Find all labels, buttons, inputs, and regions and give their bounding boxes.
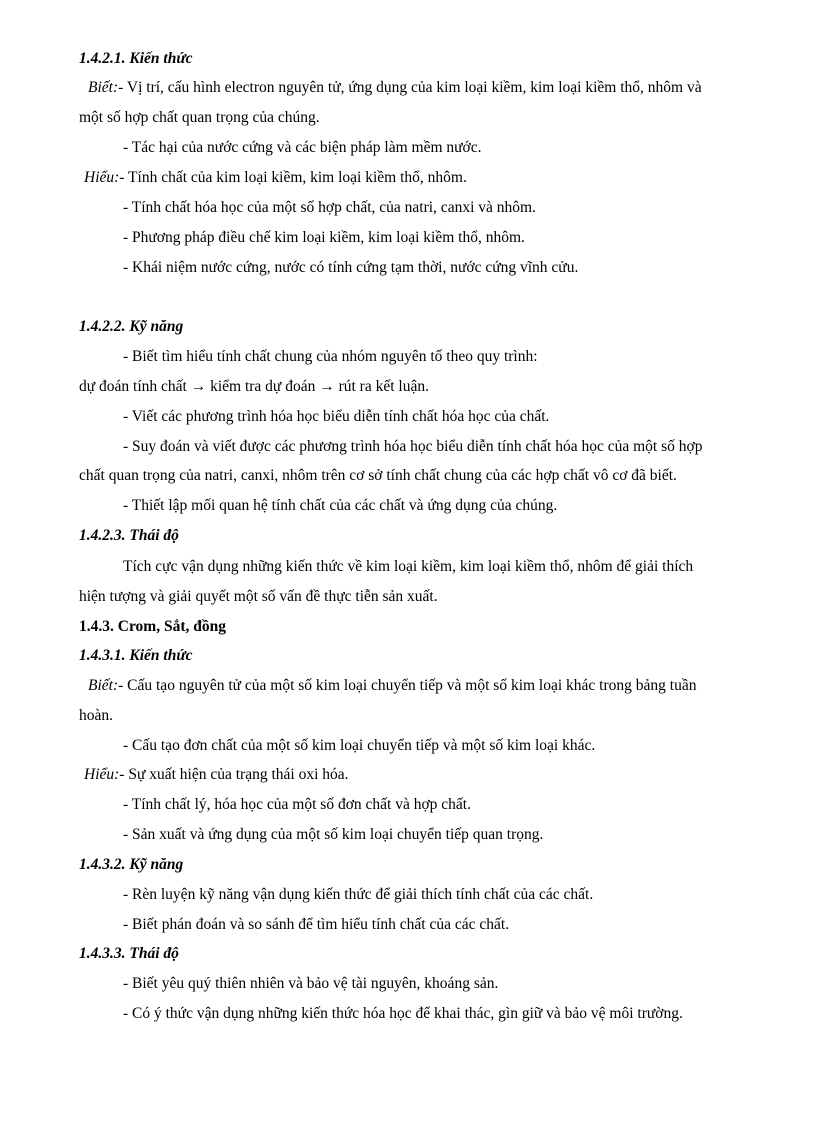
line-td-b: hiện tượng và giải quyết một số vấn đề thực tiễn sản xuất. bbox=[79, 588, 438, 605]
heading-1431: 1.4.3.1. Kiến thức bbox=[79, 647, 193, 664]
label-biet-2: Biết: bbox=[88, 677, 119, 694]
line-kn-2: - Viết các phương trình hóa học biểu diễn tính chất hóa học của chất. bbox=[123, 408, 550, 425]
line-hieu2-2: - Tính chất lý, hóa học của một số đơn chất và hợp chất. bbox=[123, 796, 471, 813]
line-biet-1b: một số hợp chất quan trọng của chúng. bbox=[79, 109, 320, 126]
heading-1421: 1.4.2.1. Kiến thức bbox=[79, 50, 193, 67]
label-biet: Biết: bbox=[88, 79, 119, 96]
line-kn-1a: - Biết tìm hiểu tính chất chung của nhóm nguyên tố theo quy trình: bbox=[123, 348, 538, 365]
line-biet-1a bbox=[88, 78, 702, 98]
label-hieu: Hiểu: bbox=[84, 169, 120, 186]
heading-143: 1.4.3. Crom, Sắt, đồng bbox=[79, 618, 226, 635]
line-kn-1b: dự đoán tính chất → kiểm tra dự đoán → rút ra kết luận. bbox=[79, 378, 429, 395]
line-hieu-3: - Phương pháp điều chế kim loại kiềm, kim loại kiềm thổ, nhôm. bbox=[123, 229, 525, 246]
heading-1432: 1.4.3.2. Kỹ năng bbox=[79, 856, 184, 873]
line-hieu-1 bbox=[84, 168, 467, 188]
line-hieu2-3: - Sản xuất và ứng dụng của một số kim loại chuyển tiếp quan trọng. bbox=[123, 826, 544, 843]
line-td2-2: - Có ý thức vận dụng những kiến thức hóa học để khai thác, gìn giữ và bảo vệ môi trường. bbox=[123, 1005, 683, 1022]
line-hieu-2: - Tính chất hóa học của một số hợp chất, của natri, canxi và nhôm. bbox=[123, 199, 536, 216]
text-hieu2-1: - Sự xuất hiện của trạng thái oxi hóa. bbox=[119, 766, 349, 783]
line-biet2-2: - Cấu tạo đơn chất của một số kim loại chuyển tiếp và một số kim loại khác. bbox=[123, 737, 596, 754]
label-hieu-2: Hiểu: bbox=[84, 766, 120, 783]
heading-1423: 1.4.2.3. Thái độ bbox=[79, 527, 179, 544]
line-kn2-2: - Biết phán đoán và so sánh để tìm hiểu tính chất của các chất. bbox=[123, 916, 510, 933]
text-hieu-1: - Tính chất của kim loại kiềm, kim loại kiềm thổ, nhôm. bbox=[119, 169, 467, 186]
line-td2-1: - Biết yêu quý thiên nhiên và bảo vệ tài nguyên, khoáng sản. bbox=[123, 975, 499, 992]
line-hieu-4: - Khái niệm nước cứng, nước có tính cứng tạm thời, nước cứng vĩnh cửu. bbox=[123, 259, 579, 276]
text-biet2-1a: - Cấu tạo nguyên tử của một số kim loại chuyển tiếp và một số kim loại khác trong bảng tuần bbox=[118, 677, 697, 694]
line-biet2-1b: hoàn. bbox=[79, 707, 114, 724]
line-biet2-1a bbox=[88, 676, 696, 696]
line-biet-2: - Tác hại của nước cứng và các biện pháp làm mềm nước. bbox=[123, 139, 482, 156]
heading-1422: 1.4.2.2. Kỹ năng bbox=[79, 318, 184, 335]
line-hieu2-1 bbox=[84, 765, 349, 785]
line-kn2-1: - Rèn luyện kỹ năng vận dụng kiến thức để giải thích tính chất của các chất. bbox=[123, 886, 594, 903]
line-td-a: Tích cực vận dụng những kiến thức về kim loại kiềm, kim loại kiềm thổ, nhôm để giải thích bbox=[123, 558, 694, 575]
heading-1433: 1.4.3.3. Thái độ bbox=[79, 945, 179, 962]
text-biet-1a: - Vị trí, cấu hình electron nguyên tử, ứng dụng của kim loại kiềm, kim loại kiềm thổ, nhôm và bbox=[118, 79, 702, 96]
line-kn-3b: chất quan trọng của natri, canxi, nhôm trên cơ sở tính chất chung của các hợp chất vô cơ đã biết. bbox=[79, 467, 677, 484]
line-kn-3a: - Suy đoán và viết được các phương trình hóa học biểu diễn tính chất hóa học của một số hợp bbox=[123, 438, 703, 455]
line-kn-4: - Thiết lập mối quan hệ tính chất của các chất và ứng dụng của chúng. bbox=[123, 497, 558, 514]
